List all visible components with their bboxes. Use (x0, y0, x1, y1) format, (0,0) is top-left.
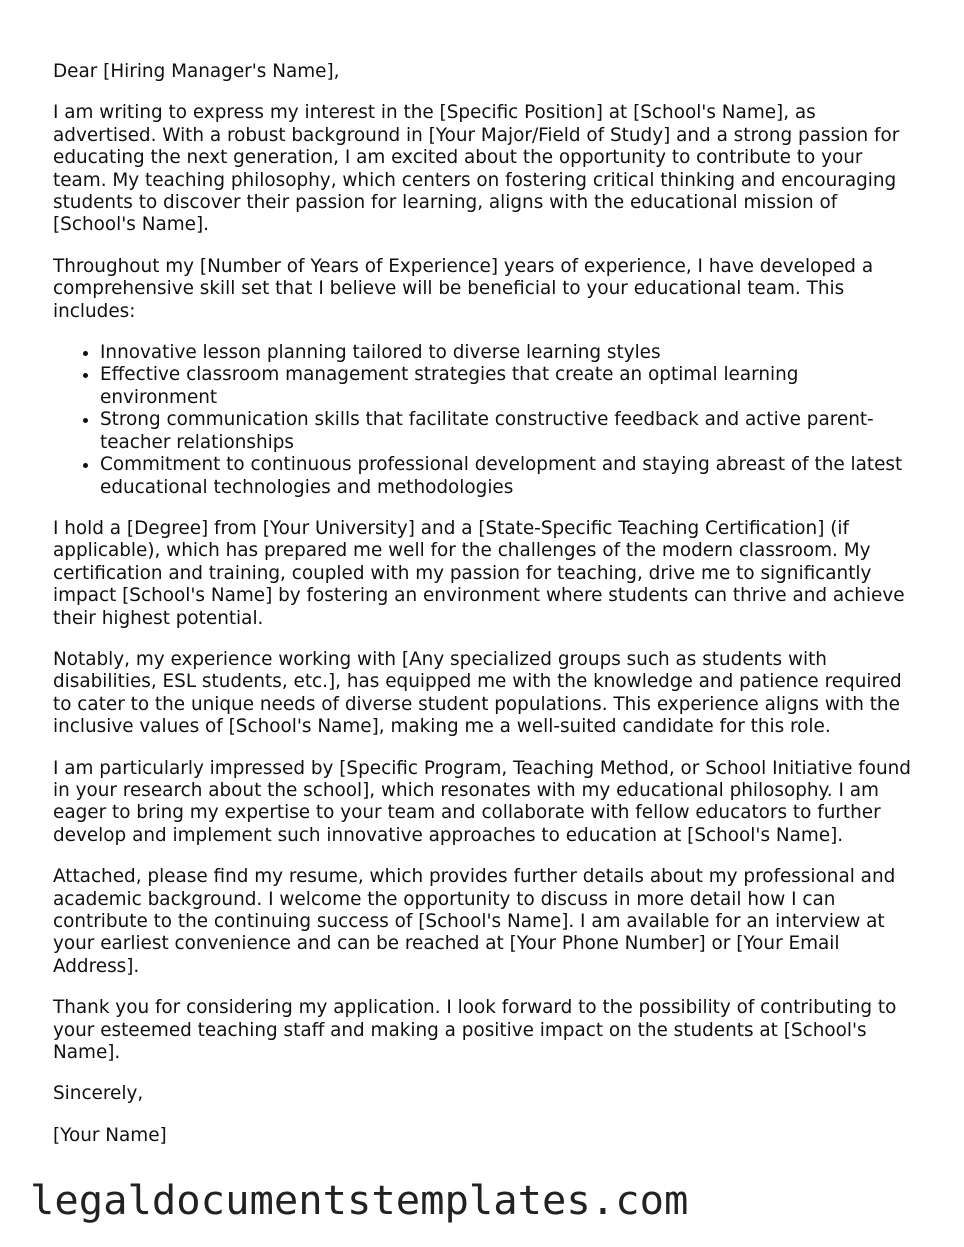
signature: [Your Name] (53, 1124, 167, 1146)
school-program-paragraph: I am particularly impressed by [Specific Program, Teaching Method, or School Initiative found in your research about the school], which resonates with my educational philosophy. I am eager to bring my expertise to your team and collaborate with fellow educators to further develop and implement such innovative approaches to education at [School's Name]. (53, 757, 911, 846)
list-item: • Innovative lesson planning tailored to diverse learning styles (100, 342, 918, 364)
list-item: • Strong communication skills that facilitate constructive feedback and active parent-teacher relationships (100, 409, 918, 454)
letter-body (53, 61, 918, 1166)
resume-paragraph: Attached, please find my resume, which provides further details about my professional and academic background. I welcome the opportunity to discuss in more detail how I can contribute to the continuing success of [School's Name]. I am available for an interview at your earliest convenience and can be reached at [Your Phone Number] or [Your Email Address]. (53, 866, 896, 977)
experience-paragraph: Throughout my [Number of Years of Experience] years of experience, I have developed a comprehensive skill set that I believe will be beneficial to your educational team. This includes: (53, 255, 874, 322)
list-item: • Effective classroom management strategies that create an optimal learning environment (100, 364, 918, 409)
specialized-experience-paragraph: Notably, my experience working with [Any specialized groups such as students with disabilities, ESL students, etc.], has equipped me with the knowledge and patience required to cater to the unique needs of diverse student populations. This experience aligns with the inclusive values of [School's Name], making me a well-suited candidate for this role. (53, 648, 902, 738)
watermark: legaldocumentstemplates.com (30, 1176, 689, 1224)
list-item: • Commitment to continuous professional development and staying abreast of the latest educational technologies and methodologies (100, 454, 918, 499)
thank-you-paragraph: Thank you for considering my application. I look forward to the possibility of contributing to your esteemed teaching staff and making a positive impact on the students at [School's Name]. (53, 997, 897, 1064)
credentials-paragraph: I hold a [Degree] from [Your University] and a [State-Specific Teaching Certification] (if applicable), which has prepared me well for the challenges of the modern classroom. My certification and training, coupled with my passion for teaching, drive me to significantly impact [School's Name] by fostering an environment where students can thrive and achieve their highest potential. (53, 517, 905, 629)
skills-list (53, 342, 918, 499)
salutation: Dear [Hiring Manager's Name], (53, 61, 340, 82)
intro-paragraph: I am writing to express my interest in the [Specific Position] at [School's Name], as advertised. With a robust background in [Your Major/Field of Study] and a strong passion for educating the next generation, I am excited about the opportunity to contribute to your team. My teaching philosophy, which centers on fostering critical thinking and encouraging students to discover their passion for learning, aligns with the educational mission of [School's Name]. (53, 102, 900, 236)
closing: Sincerely, (53, 1083, 144, 1105)
